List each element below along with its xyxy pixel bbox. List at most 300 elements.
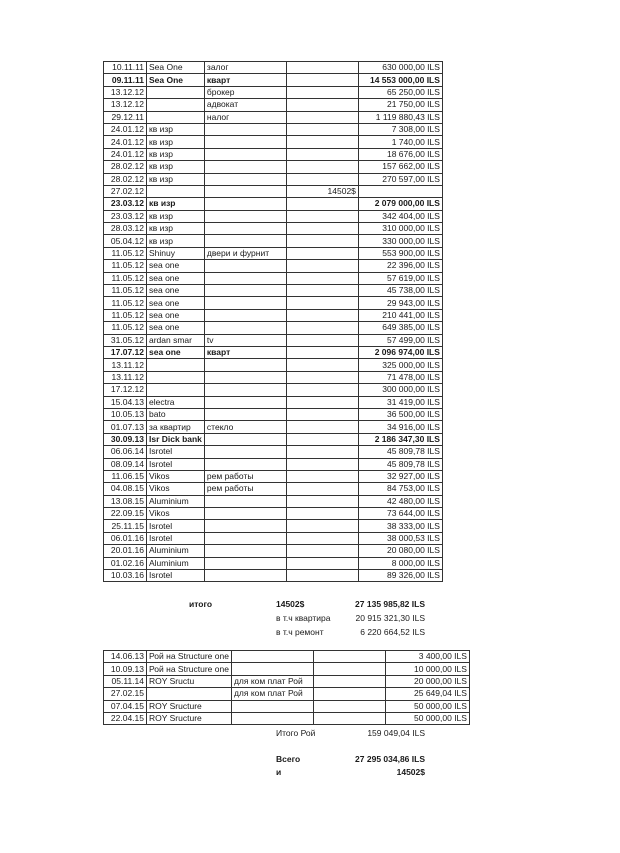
note-cell: tv (204, 334, 286, 346)
note-cell (204, 223, 286, 235)
usd-cell (286, 334, 358, 346)
total-label: итого (189, 599, 213, 609)
amount-cell: 18 676,00 ILS (358, 148, 442, 160)
table-row (104, 532, 443, 544)
note-cell (204, 198, 286, 210)
note-cell: залог (204, 62, 286, 74)
date-cell: 06.06.14 (104, 446, 147, 458)
note-cell (204, 508, 286, 520)
amount-cell: 210 441,00 ILS (358, 309, 442, 321)
date-cell: 24.01.12 (104, 123, 147, 135)
amount-cell: 649 385,00 ILS (358, 322, 442, 334)
amount-cell: 8 000,00 ILS (358, 557, 442, 569)
amount-cell: 310 000,00 ILS (358, 223, 442, 235)
table-row (104, 99, 443, 111)
grand-total-amount: 27 295 034,86 ILS (355, 754, 425, 764)
date-cell: 11.05.12 (104, 260, 147, 272)
usd-cell (286, 74, 358, 86)
expenses-table (103, 61, 443, 582)
date-cell: 13.12.12 (104, 99, 147, 111)
amount-cell: 32 927,00 ILS (358, 470, 442, 482)
table-row (104, 322, 443, 334)
table-row (104, 185, 443, 197)
grand-total-usd: 14502$ (396, 767, 425, 777)
date-cell: 23.03.12 (104, 198, 147, 210)
name-cell: кв изр (147, 198, 205, 210)
table-row (104, 297, 443, 309)
name-cell: Aluminium (147, 495, 205, 507)
date-cell: 17.07.12 (104, 346, 147, 358)
name-cell: ROY Sructu (147, 675, 232, 687)
name-cell: Aluminium (147, 557, 205, 569)
note-cell (204, 396, 286, 408)
name-cell: Isrotel (147, 570, 205, 582)
amount-cell: 20 000,00 ILS (385, 675, 469, 687)
amount-cell: 1 740,00 ILS (358, 136, 442, 148)
table-row (104, 470, 443, 482)
usd-cell (286, 346, 358, 358)
note-cell (204, 136, 286, 148)
date-cell: 11.05.12 (104, 322, 147, 334)
name-cell (147, 384, 205, 396)
usd-cell (286, 260, 358, 272)
table-row (104, 371, 443, 383)
name-cell (147, 359, 205, 371)
usd-cell (286, 570, 358, 582)
repair-amount: 6 220 664,52 ILS (360, 627, 425, 637)
name-cell: кв изр (147, 173, 205, 185)
grand-total-and-label: и (276, 767, 282, 777)
amount-cell: 45 809,78 ILS (358, 446, 442, 458)
note-cell (204, 384, 286, 396)
date-cell: 23.03.12 (104, 210, 147, 222)
table-row (104, 148, 443, 160)
usd-cell (286, 198, 358, 210)
amount-cell: 29 943,00 ILS (358, 297, 442, 309)
roy-total-amount: 159 049,04 ILS (367, 728, 425, 738)
table-row (104, 272, 443, 284)
amount-cell: 57 619,00 ILS (358, 272, 442, 284)
date-cell: 13.11.12 (104, 371, 147, 383)
note-cell (204, 161, 286, 173)
usd-cell (286, 297, 358, 309)
usd-cell (286, 322, 358, 334)
date-cell: 29.12.11 (104, 111, 147, 123)
table-row (104, 62, 443, 74)
amount-cell: 270 597,00 ILS (358, 173, 442, 185)
amount-cell: 325 000,00 ILS (358, 359, 442, 371)
date-cell: 07.04.15 (104, 700, 147, 712)
date-cell: 27.02.15 (104, 688, 147, 700)
name-cell: Рой на Structure one (147, 663, 232, 675)
amount-cell: 25 649,04 ILS (385, 688, 469, 700)
name-cell: Aluminium (147, 545, 205, 557)
usd-cell (286, 408, 358, 420)
note-cell (204, 148, 286, 160)
name-cell: кв изр (147, 123, 205, 135)
table-row (104, 173, 443, 185)
amount-cell: 20 080,00 ILS (358, 545, 442, 557)
date-cell: 10.05.13 (104, 408, 147, 420)
date-cell: 11.05.12 (104, 309, 147, 321)
date-cell: 30.09.13 (104, 433, 147, 445)
date-cell: 31.05.12 (104, 334, 147, 346)
amount-cell: 38 000,53 ILS (358, 532, 442, 544)
note-cell (204, 322, 286, 334)
name-cell: Isrotel (147, 446, 205, 458)
name-cell: Isrotel (147, 532, 205, 544)
amount-cell: 342 404,00 ILS (358, 210, 442, 222)
total-amount: 27 135 985,82 ILS (355, 599, 425, 609)
name-cell: ardan smar (147, 334, 205, 346)
note-cell: налог (204, 111, 286, 123)
amount-cell: 1 119 880,43 ILS (358, 111, 442, 123)
table-row (104, 86, 443, 98)
usd-cell (286, 557, 358, 569)
name-cell: sea one (147, 272, 205, 284)
name-cell: bato (147, 408, 205, 420)
usd-cell (286, 223, 358, 235)
amount-cell: 157 662,00 ILS (358, 161, 442, 173)
note-cell (204, 495, 286, 507)
usd-cell (286, 62, 358, 74)
table-row (104, 260, 443, 272)
table-row (104, 334, 443, 346)
date-cell: 05.11.14 (104, 675, 147, 687)
date-cell: 10.03.16 (104, 570, 147, 582)
name-cell (147, 111, 205, 123)
name-cell: за квартир (147, 421, 205, 433)
usd-cell (313, 651, 385, 663)
table-row (104, 285, 443, 297)
name-cell: sea one (147, 322, 205, 334)
table-row (104, 675, 470, 687)
usd-cell (286, 148, 358, 160)
date-cell: 20.01.16 (104, 545, 147, 557)
table-row (104, 346, 443, 358)
amount-cell: 2 079 000,00 ILS (358, 198, 442, 210)
usd-cell (286, 433, 358, 445)
date-cell: 27.02.12 (104, 185, 147, 197)
amount-cell: 31 419,00 ILS (358, 396, 442, 408)
usd-cell (286, 520, 358, 532)
name-cell: sea one (147, 297, 205, 309)
note-cell (204, 458, 286, 470)
usd-cell (286, 111, 358, 123)
table-row (104, 74, 443, 86)
amount-cell: 630 000,00 ILS (358, 62, 442, 74)
table-row (104, 545, 443, 557)
usd-cell (286, 136, 358, 148)
note-cell (204, 235, 286, 247)
name-cell: Isr Dick bank (147, 433, 205, 445)
amount-cell: 45 809,78 ILS (358, 458, 442, 470)
note-cell (204, 173, 286, 185)
date-cell: 11.05.12 (104, 285, 147, 297)
usd-cell (286, 483, 358, 495)
note-cell (204, 557, 286, 569)
note-cell (231, 663, 313, 675)
usd-cell (286, 285, 358, 297)
name-cell: Vikos (147, 483, 205, 495)
date-cell: 13.08.15 (104, 495, 147, 507)
table-row (104, 235, 443, 247)
table-row (104, 688, 470, 700)
table-row (104, 712, 470, 724)
name-cell: ROY Sructure (147, 700, 232, 712)
note-cell (204, 433, 286, 445)
usd-cell (286, 421, 358, 433)
usd-cell (286, 458, 358, 470)
date-cell: 24.01.12 (104, 148, 147, 160)
date-cell: 13.11.12 (104, 359, 147, 371)
usd-cell (286, 396, 358, 408)
name-cell (147, 99, 205, 111)
table-row (104, 161, 443, 173)
note-cell: рем работы (204, 470, 286, 482)
date-cell: 10.09.13 (104, 663, 147, 675)
roy-total-label: Итого Рой (276, 728, 316, 738)
amount-cell: 553 900,00 ILS (358, 247, 442, 259)
name-cell: кв изр (147, 136, 205, 148)
name-cell (147, 185, 205, 197)
note-cell (204, 446, 286, 458)
table-row (104, 111, 443, 123)
name-cell: кв изр (147, 235, 205, 247)
date-cell: 01.07.13 (104, 421, 147, 433)
date-cell: 22.09.15 (104, 508, 147, 520)
date-cell: 22.04.15 (104, 712, 147, 724)
amount-cell: 50 000,00 ILS (385, 700, 469, 712)
name-cell: sea one (147, 260, 205, 272)
amount-cell: 57 499,00 ILS (358, 334, 442, 346)
table-row (104, 433, 443, 445)
usd-cell (313, 675, 385, 687)
note-cell: для ком плат Рой (231, 688, 313, 700)
date-cell: 05.04.12 (104, 235, 147, 247)
usd-cell (286, 309, 358, 321)
name-cell: electra (147, 396, 205, 408)
name-cell: кв изр (147, 223, 205, 235)
table-row (104, 123, 443, 135)
name-cell: Sea One (147, 62, 205, 74)
date-cell: 08.09.14 (104, 458, 147, 470)
date-cell: 09.11.11 (104, 74, 147, 86)
note-cell (204, 260, 286, 272)
table-row (104, 508, 443, 520)
date-cell: 11.05.12 (104, 247, 147, 259)
total-usd: 14502$ (276, 599, 305, 609)
date-cell: 10.11.11 (104, 62, 147, 74)
amount-cell: 73 644,00 ILS (358, 508, 442, 520)
amount-cell: 84 753,00 ILS (358, 483, 442, 495)
usd-cell (286, 470, 358, 482)
note-cell (204, 359, 286, 371)
amount-cell: 2 186 347,30 ILS (358, 433, 442, 445)
amount-cell: 36 500,00 ILS (358, 408, 442, 420)
note-cell: адвокат (204, 99, 286, 111)
amount-cell: 10 000,00 ILS (385, 663, 469, 675)
amount-cell: 42 480,00 ILS (358, 495, 442, 507)
note-cell (204, 272, 286, 284)
usd-cell (286, 99, 358, 111)
amount-cell: 22 396,00 ILS (358, 260, 442, 272)
date-cell: 17.12.12 (104, 384, 147, 396)
note-cell: кварт (204, 74, 286, 86)
note-cell (204, 309, 286, 321)
note-cell (204, 185, 286, 197)
amount-cell: 7 308,00 ILS (358, 123, 442, 135)
note-cell: для ком плат Рой (231, 675, 313, 687)
amount-cell: 65 250,00 ILS (358, 86, 442, 98)
amount-cell: 38 333,00 ILS (358, 520, 442, 532)
name-cell: кв изр (147, 161, 205, 173)
note-cell: двери и фурнит (204, 247, 286, 259)
table-row (104, 136, 443, 148)
note-cell (204, 545, 286, 557)
table-row (104, 446, 443, 458)
note-cell (204, 123, 286, 135)
usd-cell (286, 272, 358, 284)
table-row (104, 495, 443, 507)
date-cell: 24.01.12 (104, 136, 147, 148)
roy-transfers-table (103, 650, 470, 725)
apartment-amount: 20 915 321,30 ILS (355, 613, 425, 623)
usd-cell (286, 359, 358, 371)
table-row (104, 309, 443, 321)
table-row (104, 247, 443, 259)
table-row (104, 396, 443, 408)
name-cell: sea one (147, 309, 205, 321)
name-cell: sea one (147, 285, 205, 297)
note-cell: брокер (204, 86, 286, 98)
name-cell: ROY Sructure (147, 712, 232, 724)
table-row (104, 520, 443, 532)
usd-cell (286, 446, 358, 458)
date-cell: 28.02.12 (104, 161, 147, 173)
usd-cell (286, 545, 358, 557)
date-cell: 11.05.12 (104, 272, 147, 284)
table-row (104, 421, 443, 433)
table-row (104, 408, 443, 420)
usd-cell (286, 508, 358, 520)
table-row (104, 223, 443, 235)
name-cell: sea one (147, 346, 205, 358)
usd-cell (286, 247, 358, 259)
note-cell (204, 570, 286, 582)
usd-cell (313, 688, 385, 700)
date-cell: 04.08.15 (104, 483, 147, 495)
table-row (104, 198, 443, 210)
date-cell: 28.02.12 (104, 173, 147, 185)
note-cell (204, 210, 286, 222)
table-row (104, 458, 443, 470)
date-cell: 14.06.13 (104, 651, 147, 663)
table-row (104, 663, 470, 675)
name-cell (147, 86, 205, 98)
amount-cell: 50 000,00 ILS (385, 712, 469, 724)
amount-cell: 14 553 000,00 ILS (358, 74, 442, 86)
usd-cell (286, 210, 358, 222)
note-cell (231, 712, 313, 724)
usd-cell (313, 700, 385, 712)
amount-cell: 330 000,00 ILS (358, 235, 442, 247)
usd-cell (286, 86, 358, 98)
name-cell: Vikos (147, 470, 205, 482)
date-cell: 15.04.13 (104, 396, 147, 408)
date-cell: 25.11.15 (104, 520, 147, 532)
amount-cell: 3 400,00 ILS (385, 651, 469, 663)
grand-total-label: Всего (276, 754, 301, 764)
note-cell (204, 408, 286, 420)
date-cell: 06.01.16 (104, 532, 147, 544)
amount-cell: 71 478,00 ILS (358, 371, 442, 383)
name-cell: Shinuy (147, 247, 205, 259)
date-cell: 11.05.12 (104, 297, 147, 309)
repair-label: в т.ч ремонт (276, 627, 324, 637)
usd-cell (286, 371, 358, 383)
table-row (104, 570, 443, 582)
name-cell (147, 688, 232, 700)
amount-cell (358, 185, 442, 197)
table-row (104, 651, 470, 663)
note-cell (231, 700, 313, 712)
name-cell: Isrotel (147, 520, 205, 532)
usd-cell (286, 384, 358, 396)
usd-cell (286, 173, 358, 185)
table-row (104, 483, 443, 495)
name-cell: Isrotel (147, 458, 205, 470)
table-row (104, 557, 443, 569)
amount-cell: 21 750,00 ILS (358, 99, 442, 111)
date-cell: 28.03.12 (104, 223, 147, 235)
date-cell: 13.12.12 (104, 86, 147, 98)
note-cell (204, 520, 286, 532)
table-row (104, 210, 443, 222)
date-cell: 11.06.15 (104, 470, 147, 482)
usd-cell (286, 532, 358, 544)
note-cell (231, 651, 313, 663)
name-cell: Рой на Structure one (147, 651, 232, 663)
name-cell: Vikos (147, 508, 205, 520)
note-cell (204, 285, 286, 297)
amount-cell: 2 096 974,00 ILS (358, 346, 442, 358)
date-cell: 01.02.16 (104, 557, 147, 569)
usd-cell (286, 235, 358, 247)
usd-cell (313, 712, 385, 724)
table-row (104, 700, 470, 712)
amount-cell: 89 326,00 ILS (358, 570, 442, 582)
note-cell (204, 297, 286, 309)
note-cell: стекло (204, 421, 286, 433)
table-row (104, 384, 443, 396)
note-cell: рем работы (204, 483, 286, 495)
apartment-label: в т.ч квартира (276, 613, 331, 623)
usd-cell (286, 161, 358, 173)
note-cell (204, 532, 286, 544)
usd-cell: 14502$ (286, 185, 358, 197)
amount-cell: 45 738,00 ILS (358, 285, 442, 297)
name-cell: кв изр (147, 148, 205, 160)
note-cell (204, 371, 286, 383)
name-cell (147, 371, 205, 383)
usd-cell (286, 495, 358, 507)
usd-cell (286, 123, 358, 135)
amount-cell: 300 000,00 ILS (358, 384, 442, 396)
table-row (104, 359, 443, 371)
amount-cell: 34 916,00 ILS (358, 421, 442, 433)
usd-cell (313, 663, 385, 675)
